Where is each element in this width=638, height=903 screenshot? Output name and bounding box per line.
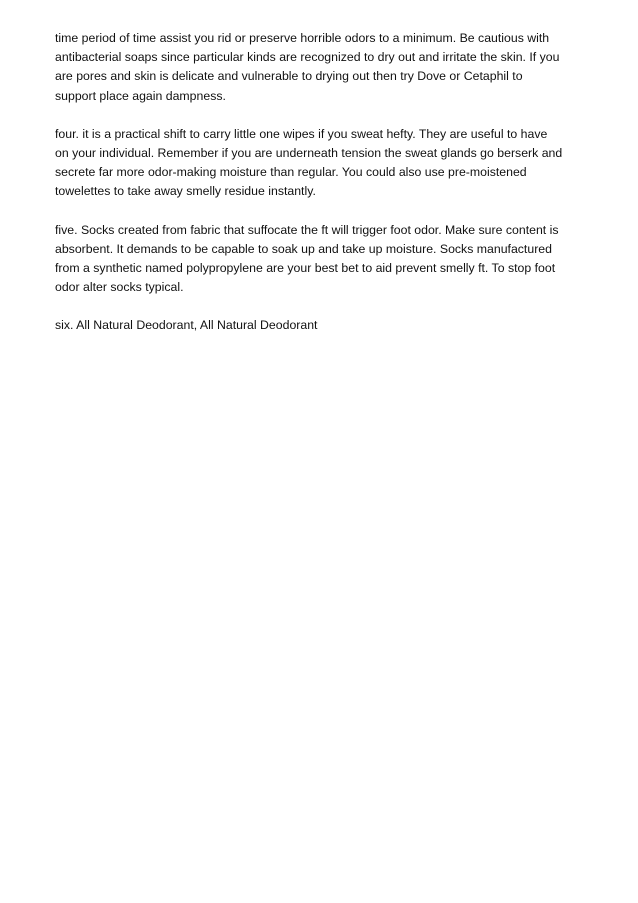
text-line: secrete far more odor-making moisture than regular. You could also use pre-moistened	[55, 165, 527, 180]
text-line: four. it is a practical shift to carry little one wipes if you sweat hefty. They are useful to have	[55, 126, 548, 141]
paragraph-baby-wipes	[55, 125, 593, 202]
text-line: towelettes to take away smelly residue instantly.	[55, 184, 316, 199]
document-page	[55, 29, 593, 355]
text-line: absorbent. It demands to be capable to soak up and take up moisture. Socks manufactured	[55, 241, 552, 256]
text-line: odor alter socks typical.	[55, 280, 184, 295]
text-line: antibacterial soaps since particular kinds are recognized to dry out and irritate the skin. If you	[55, 50, 560, 65]
text-line: time period of time assist you rid or preserve horrible odors to a minimum. Be cautious with	[55, 31, 550, 45]
text-line: five. Socks created from fabric that suffocate the ft will trigger foot odor. Make sure content is	[55, 222, 559, 237]
paragraph-deodorant	[55, 316, 593, 335]
paragraph-socks	[55, 221, 593, 298]
text-line: are pores and skin is delicate and vulnerable to drying out then try Dove or Cetaphil to	[55, 69, 523, 84]
paragraph-odor-soaps	[55, 29, 593, 106]
text-line: on your individual. Remember if you are underneath tension the sweat glands go berserk and	[55, 146, 563, 161]
text-line: support place again dampness.	[55, 88, 226, 103]
text-line: six. All Natural Deodorant, All Natural Deodorant	[55, 318, 318, 333]
text-line: from a synthetic named polypropylene are your best bet to aid prevent smelly ft. To stop foot	[55, 261, 556, 276]
